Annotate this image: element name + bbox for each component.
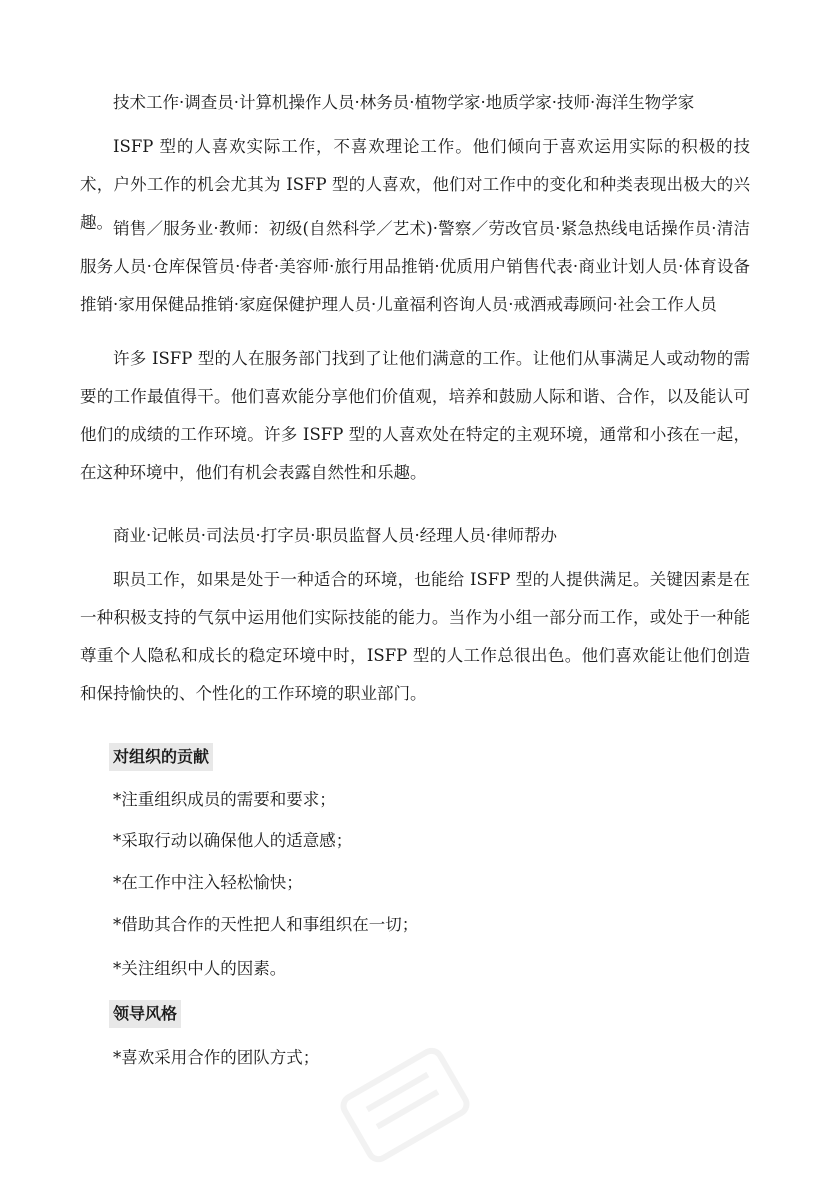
paragraph-sales-service-jobs: 销售／服务业·教师：初级(自然科学／艺术)·警察／劳改官员·紧急热线电话操作员·清洁服务人员·仓库保管员·侍者·美容师·旅行用品推销·优质用户销售代表·商业计划人员·体育设备推销·家用保健品推销·家庭保健护理人员·儿童福利咨询人员·戒酒戒毒顾问·社会工作人员 [80,219,750,314]
list-item: *在工作中注入轻松愉快； [113,873,303,892]
paragraph-tech-jobs: 技术工作·调查员·计算机操作人员·林务员·植物学家·地质学家·技师·海洋生物学家 [113,93,695,112]
section-heading-contribution: 对组织的贡献 [109,743,213,771]
list-item: *喜欢采用合作的团队方式； [113,1048,320,1067]
list-item: *关注组织中人的因素。 [113,959,287,978]
paragraph-business-jobs: 商业·记帐员·司法员·打字员·职员监督人员·经理人员·律师帮办 [113,526,557,545]
watermark-stamp-icon [330,1030,480,1180]
section-heading-leadership: 领导风格 [109,1000,181,1028]
list-item: *采取行动以确保他人的适意感； [113,831,353,850]
paragraph-clerical-work: 职员工作，如果是处于一种适合的环境，也能给 ISFP 型的人提供满足。关键因素是在一种积极支持的气氛中运用他们实际技能的能力。当作为小组一部分而工作，或处于一种能尊重个人隐私和成长的稳定环境中时，ISFP 型的人工作总很出色。他们喜欢能让他们创造和保持愉快的、个性化的工作环境的职业部门。 [80,570,750,703]
paragraph-isfp-service: 许多 ISFP 型的人在服务部门找到了让他们满意的工作。让他们从事满足人或动物的需要的工作最值得干。他们喜欢能分享他们价值观，培养和鼓励人际和谐、合作，以及能认可他们的成绩的工作环境。许多 ISFP 型的人喜欢处在特定的主观环境，通常和小孩在一起，在这种环境中，他们有机会表露自然性和乐趣。 [80,349,750,482]
list-item: *借助其合作的天性把人和事组织在一切； [113,915,419,934]
list-item: *注重组织成员的需要和要求； [113,790,336,809]
paragraph-isfp-practical: ISFP 型的人喜欢实际工作，不喜欢理论工作。他们倾向于喜欢运用实际的积极的技术，户外工作的机会尤其为 ISFP 型的人喜欢，他们对工作中的变化和种类表现出极大的兴趣。 [80,137,750,232]
